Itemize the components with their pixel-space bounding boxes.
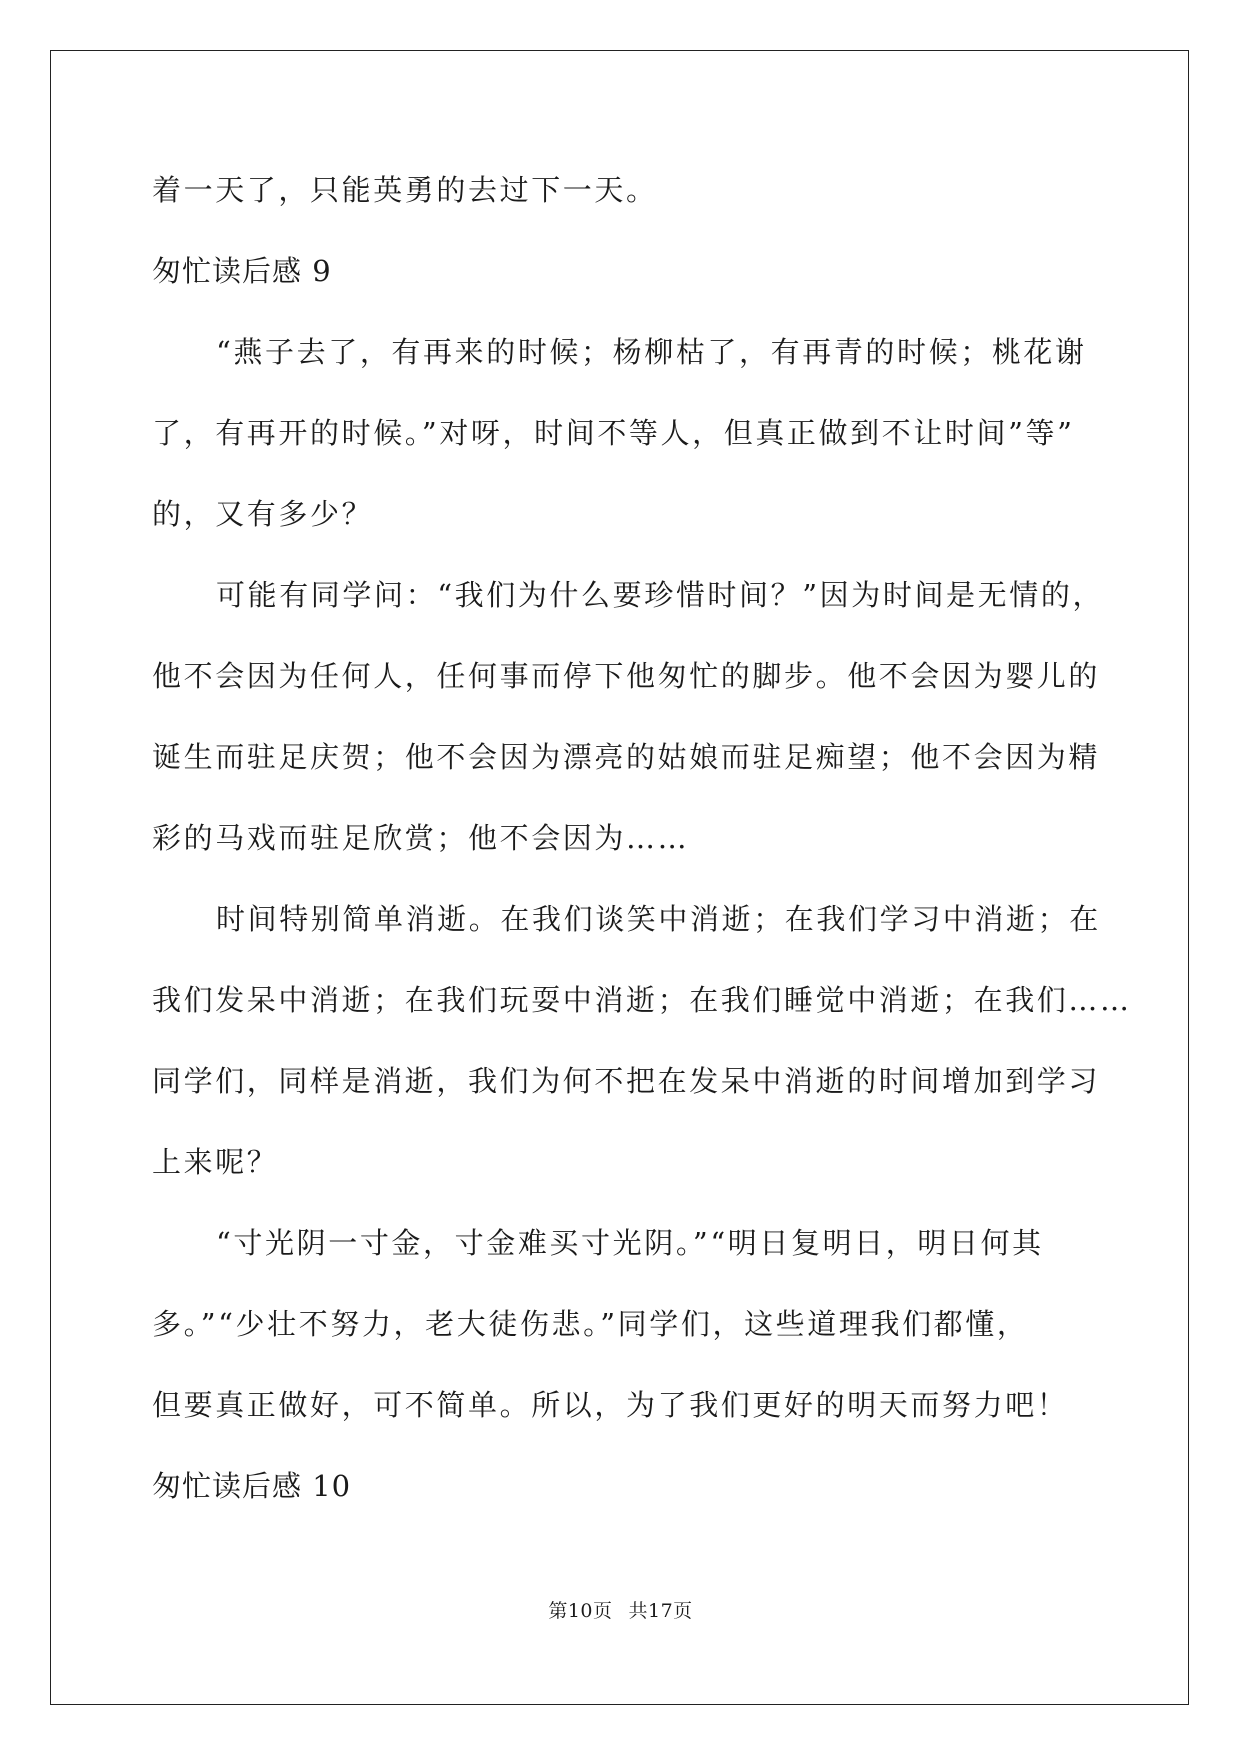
- body-line: 同学们，同样是消逝，我们为何不把在发呆中消逝的时间增加到学习: [152, 1064, 1101, 1098]
- body-line: 着一天了，只能英勇的去过下一天。: [152, 173, 658, 207]
- body-line: 诞生而驻足庆贺；他不会因为漂亮的姑娘而驻足痴望；他不会因为精: [152, 740, 1101, 774]
- paragraph-first-line: 时间特别简单消逝。在我们谈笑中消逝；在我们学习中消逝；在: [216, 902, 1101, 936]
- page-number-total: 共17页: [628, 1600, 693, 1622]
- document-body: [152, 165, 1132, 1542]
- body-line: 多。”“少壮不努力，老大徒伤悲。”同学们，这些道理我们都懂，: [152, 1307, 1029, 1341]
- body-line: 了，有再开的时候。”对呀，时间不等人，但真正做到不让时间”等”: [152, 416, 1075, 450]
- paragraph-first-line: “燕子去了，有再来的时候；杨柳枯了，有再青的时候；桃花谢: [216, 335, 1087, 369]
- body-line: 但要真正做好，可不简单。所以，为了我们更好的明天而努力吧！: [152, 1388, 1069, 1422]
- paragraph-first-line: “寸光阴一寸金，寸金难买寸光阴。”“明日复明日，明日何其: [216, 1226, 1044, 1260]
- section-heading: 匆忙读后感 10: [152, 1469, 352, 1503]
- body-line: 彩的马戏而驻足欣赏；他不会因为……: [152, 821, 690, 855]
- body-line: 我们发呆中消逝；在我们玩耍中消逝；在我们睡觉中消逝；在我们……: [152, 983, 1132, 1017]
- page-number-current: 第10页: [548, 1600, 613, 1622]
- section-heading: 匆忙读后感 9: [152, 254, 332, 288]
- page-footer: [0, 1596, 1241, 1623]
- body-line: 的，又有多少？: [152, 497, 374, 531]
- body-line: 上来呢？: [152, 1145, 279, 1179]
- body-line: 他不会因为任何人，任何事而停下他匆忙的脚步。他不会因为婴儿的: [152, 659, 1101, 693]
- paragraph-first-line: 可能有同学问：“我们为什么要珍惜时间？”因为时间是无情的，: [216, 578, 1105, 612]
